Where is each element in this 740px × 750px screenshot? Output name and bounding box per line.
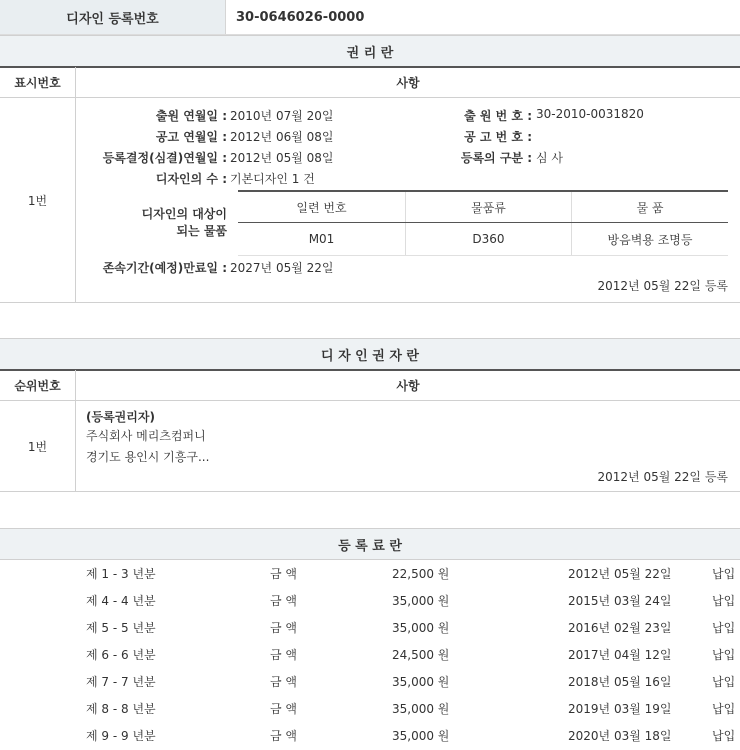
col-item: 사항 bbox=[396, 75, 420, 90]
col-item: 사항 bbox=[396, 378, 420, 393]
fee-period: 제 8 - 8 년분 bbox=[86, 702, 156, 716]
owner-column-header bbox=[0, 370, 740, 401]
registration-number-header bbox=[0, 0, 740, 35]
fee-date: 2015년 03월 24일 bbox=[568, 594, 672, 608]
fee-date: 2018년 05월 16일 bbox=[568, 675, 672, 689]
table-row bbox=[0, 667, 740, 694]
owner-role: (등록권리자) bbox=[86, 410, 155, 424]
fee-status: 납입 bbox=[712, 675, 736, 689]
fee-date: 2019년 03월 19일 bbox=[568, 702, 672, 716]
rights-row-number: 1번 bbox=[0, 98, 76, 302]
fee-amount: 35,000 원 bbox=[392, 594, 450, 608]
registration-number-label: 디자인 등록번호 bbox=[0, 0, 226, 34]
registration-type-label: 등록의 구분 : bbox=[460, 151, 532, 165]
table-row bbox=[0, 640, 740, 667]
fee-date: 2016년 02월 23일 bbox=[568, 621, 672, 635]
fee-period: 제 9 - 9 년분 bbox=[86, 729, 156, 743]
owner-name: 주식회사 메리츠컴퍼니 bbox=[86, 429, 206, 443]
goods-class-cell: D360 bbox=[406, 223, 572, 256]
fee-date: 2020년 03월 18일 bbox=[568, 729, 672, 743]
goods-col-class: 물품류 bbox=[406, 191, 572, 223]
filing-number-label: 출 원 번 호 : bbox=[464, 109, 532, 123]
publication-date-label: 공고 연월일 : bbox=[155, 130, 227, 144]
goods-item-cell: 방음벽용 조명등 bbox=[572, 223, 729, 256]
decision-date-value: 2012년 05월 08일 bbox=[230, 151, 334, 165]
filing-date-value: 2010년 07월 20일 bbox=[230, 109, 334, 123]
fee-amount-label: 금 액 bbox=[270, 702, 297, 716]
design-count-value: 기본디자인 1 건 bbox=[230, 172, 315, 186]
owner-registration-stamp: 2012년 05월 22일 등록 bbox=[597, 470, 728, 484]
rights-registration-stamp: 2012년 05월 22일 등록 bbox=[597, 279, 728, 293]
target-goods-label-line1: 디자인의 대상이 bbox=[141, 207, 227, 221]
fee-status: 납입 bbox=[712, 702, 736, 716]
filing-number-value: 30-2010-0031820 bbox=[536, 107, 644, 121]
fee-amount-label: 금 액 bbox=[270, 621, 297, 635]
expiry-date-label: 존속기간(예정)만료일 : bbox=[102, 261, 227, 275]
fee-amount: 24,500 원 bbox=[392, 648, 450, 662]
fee-amount-label: 금 액 bbox=[270, 594, 297, 608]
goods-col-serial: 일련 번호 bbox=[238, 191, 406, 223]
expiry-date-value: 2027년 05월 22일 bbox=[230, 261, 334, 275]
owner-row-number: 1번 bbox=[0, 401, 76, 491]
rights-row bbox=[0, 98, 740, 303]
fee-status: 납입 bbox=[712, 648, 736, 662]
fee-date: 2017년 04월 12일 bbox=[568, 648, 672, 662]
fee-period: 제 1 - 3 년분 bbox=[86, 567, 156, 581]
publication-number-label: 공 고 번 호 : bbox=[464, 130, 532, 144]
fee-list bbox=[0, 559, 740, 750]
fee-amount: 35,000 원 bbox=[392, 702, 450, 716]
owner-row bbox=[0, 401, 740, 492]
table-row bbox=[0, 586, 740, 613]
goods-table-header bbox=[238, 191, 728, 223]
fee-status: 납입 bbox=[712, 594, 736, 608]
table-row bbox=[0, 694, 740, 721]
fee-amount: 35,000 원 bbox=[392, 621, 450, 635]
fee-period: 제 6 - 6 년분 bbox=[86, 648, 156, 662]
table-row bbox=[0, 613, 740, 640]
registration-type-value: 심 사 bbox=[536, 151, 563, 165]
fee-amount: 35,000 원 bbox=[392, 675, 450, 689]
fee-period: 제 4 - 4 년분 bbox=[86, 594, 156, 608]
rights-column-header bbox=[0, 67, 740, 98]
fee-status: 납입 bbox=[712, 621, 736, 635]
fee-amount-label: 금 액 bbox=[270, 675, 297, 689]
filing-date-label: 출원 연월일 : bbox=[155, 109, 227, 123]
fee-status: 납입 bbox=[712, 567, 736, 581]
table-row bbox=[0, 559, 740, 586]
table-row bbox=[238, 223, 728, 256]
fee-amount-label: 금 액 bbox=[270, 567, 297, 581]
publication-date-value: 2012년 06월 08일 bbox=[230, 130, 334, 144]
fee-status: 납입 bbox=[712, 729, 736, 743]
goods-serial-cell: M01 bbox=[238, 223, 406, 256]
goods-col-item: 물 품 bbox=[572, 191, 729, 223]
registration-number-value: 30-0646026-0000 bbox=[236, 9, 365, 25]
fee-amount: 35,000 원 bbox=[392, 729, 450, 743]
table-row bbox=[0, 721, 740, 748]
fee-date: 2012년 05월 22일 bbox=[568, 567, 672, 581]
design-count-label: 디자인의 수 : bbox=[155, 172, 227, 186]
col-display-number: 표시번호 bbox=[0, 67, 76, 97]
fee-amount-label: 금 액 bbox=[270, 729, 297, 743]
target-goods-label-line2: 되는 물품 bbox=[176, 224, 227, 238]
fee-section-title: 등 록 료 란 bbox=[0, 528, 740, 560]
col-rank-number: 순위번호 bbox=[0, 370, 76, 400]
decision-date-label: 등록결정(심결)연월일 : bbox=[102, 151, 227, 165]
fee-period: 제 7 - 7 년분 bbox=[86, 675, 156, 689]
owner-address: 경기도 용인시 기흥구... bbox=[86, 450, 210, 464]
fee-amount: 22,500 원 bbox=[392, 567, 450, 581]
owner-section-title: 디 자 인 권 자 란 bbox=[0, 338, 740, 371]
fee-period: 제 5 - 5 년분 bbox=[86, 621, 156, 635]
goods-table bbox=[238, 190, 728, 256]
rights-section-title: 권 리 란 bbox=[0, 35, 740, 68]
fee-amount-label: 금 액 bbox=[270, 648, 297, 662]
